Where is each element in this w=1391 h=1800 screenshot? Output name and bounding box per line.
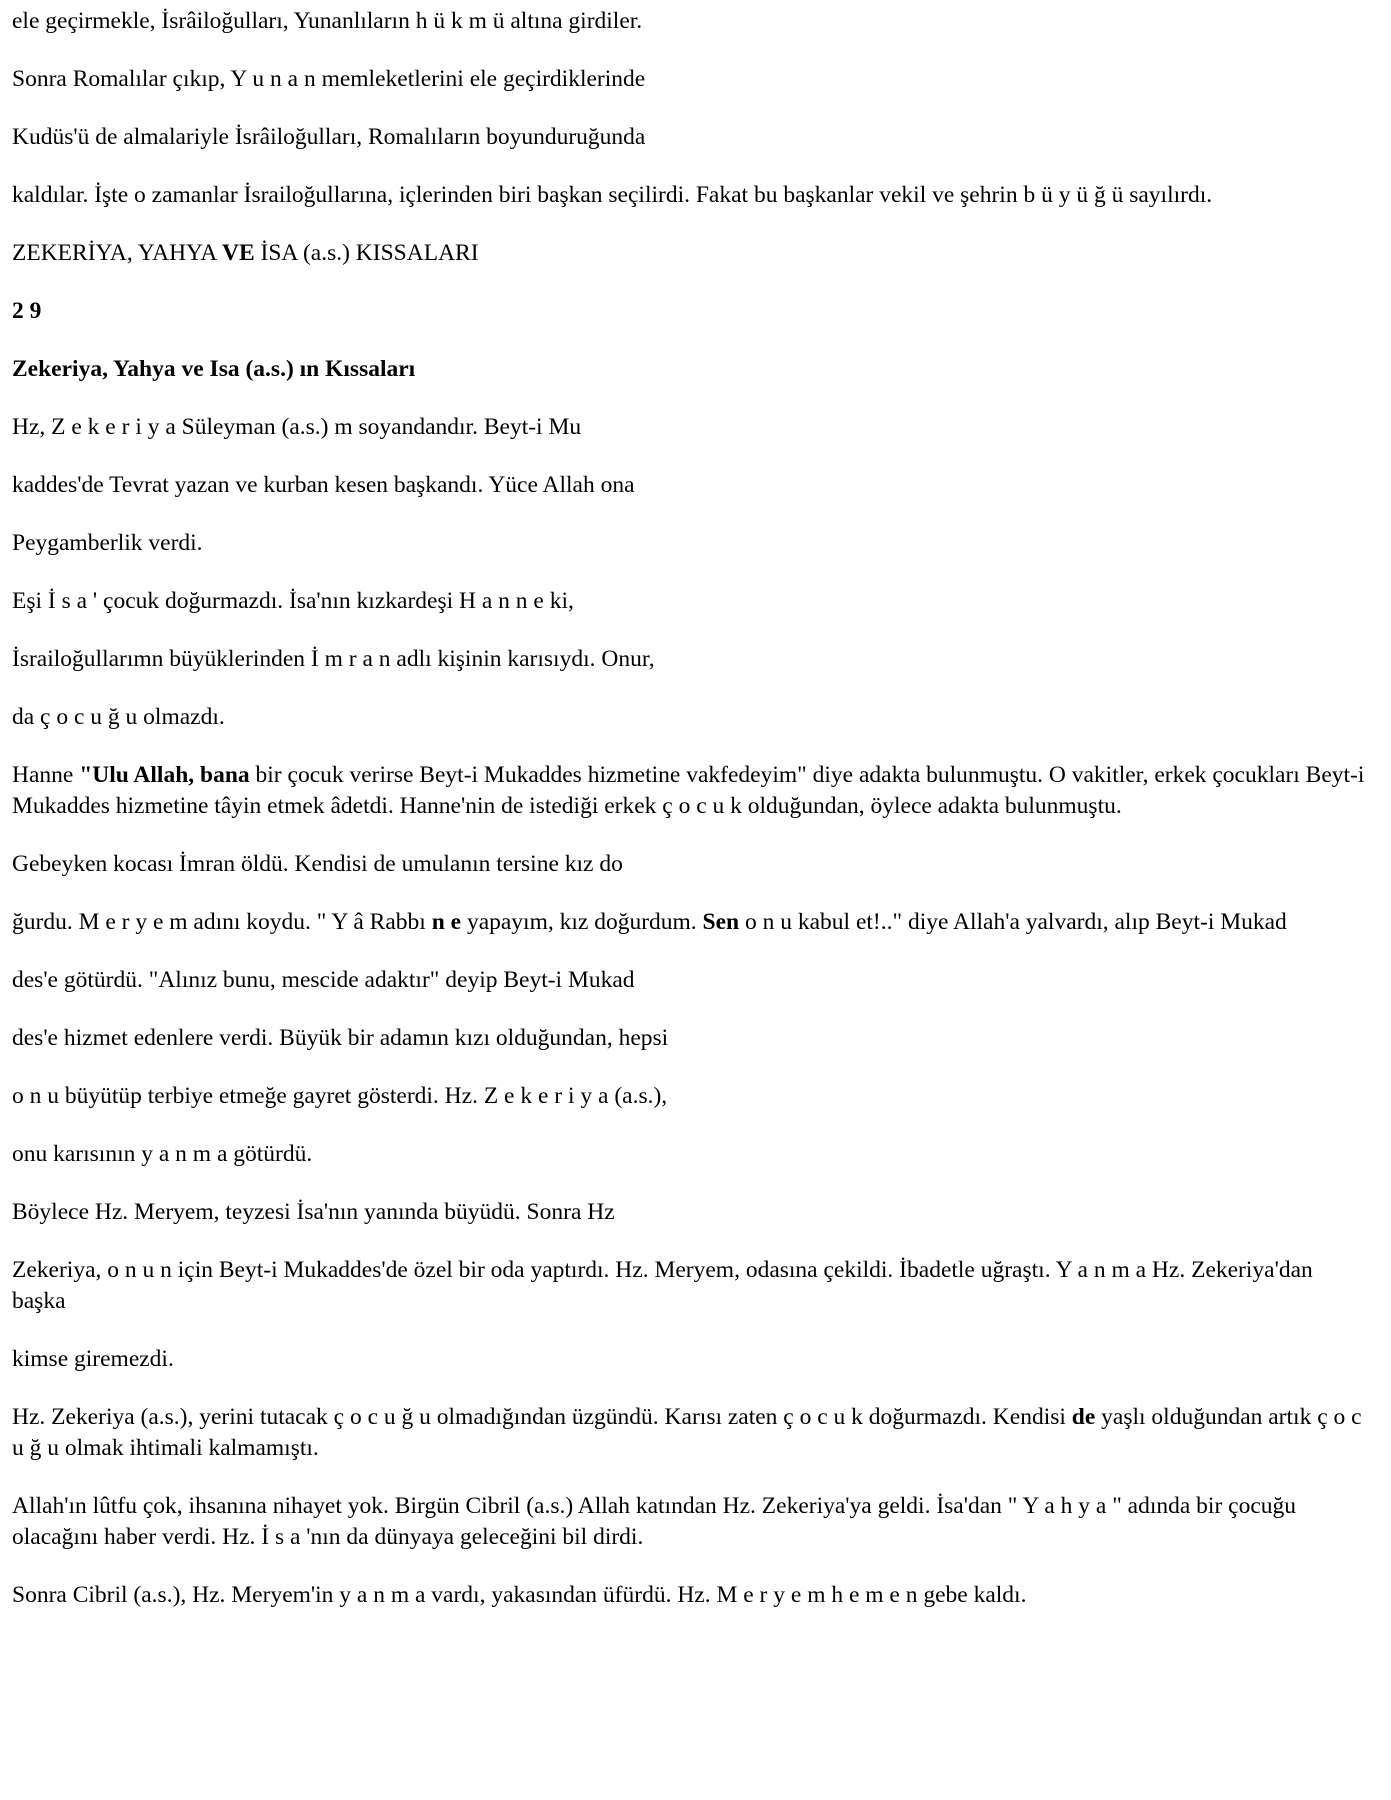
bold-text: 2 9	[12, 298, 42, 324]
para-line	[12, 122, 1372, 153]
text-run: o n u kabul et!.." diye Allah'a yalvardı, alıp Beyt-i Mukad	[739, 909, 1287, 935]
text-run: da ç o c u ğ u olmazdı.	[12, 704, 225, 730]
text-run: İsrailoğullarımn büyüklerinden İ m r a n adlı kişinin karısıydı. Onur,	[12, 646, 655, 672]
text-run: ele geçirmekle, İsrâiloğulları, Yunanlıların h ü k m ü altına girdiler.	[12, 8, 643, 34]
text-run: kaldılar. İşte o zamanlar İsrailoğullarına, içlerinden biri başkan seçilirdi. Fakat bu başkanlar vekil ve şehrin b ü y ü ğ ü sayılırdı.	[12, 182, 1213, 208]
para-line	[12, 1139, 1372, 1170]
text-run: İSA (a.s.) KISSALARI	[254, 240, 479, 266]
text-run: Kudüs'ü de almalariyle İsrâiloğulları, Romalıların boyunduruğunda	[12, 124, 646, 150]
bold-text: VE	[221, 240, 255, 266]
para-line	[12, 528, 1372, 559]
para-line	[12, 760, 1372, 822]
para-line	[12, 1197, 1372, 1228]
text-run: des'e hizmet edenlere verdi. Büyük bir adamın kızı olduğundan, hepsi	[12, 1025, 669, 1051]
text-run: Peygamberlik verdi.	[12, 530, 203, 556]
text-run: kimse giremezdi.	[12, 1346, 174, 1372]
text-run: Allah'ın lûtfu çok, ihsanına nihayet yok. Birgün Cibril (a.s.) Allah katından Hz. Zekeriya'ya geldi. İsa'dan " Y a h y a " adında bir çocuğu olacağını haber verdi. Hz. İ s a 'nın da dünyaya geleceğini bil dirdi.	[12, 1493, 1297, 1550]
text-run: Zekeriya, o n u n için Beyt-i Mukaddes'de özel bir oda yaptırdı. Hz. Meryem, odasına çekildi. İbadetle uğraştı. Y a n m a Hz. Zekeriya'dan başka	[12, 1257, 1313, 1314]
text-run: Gebeyken kocası İmran öldü. Kendisi de umulanın tersine kız do	[12, 851, 623, 877]
text-run: des'e götürdü. "Alınız bunu, mescide adaktır" deyip Beyt-i Mukad	[12, 967, 635, 993]
bold-text: Zekeriya, Yahya ve Isa (a.s.) ın Kıssaları	[12, 356, 416, 382]
para-line	[12, 470, 1372, 501]
para-line	[12, 1081, 1372, 1112]
text-run: yapayım, kız doğurdum.	[461, 909, 703, 935]
para-line	[12, 849, 1372, 880]
page-number	[12, 296, 1372, 327]
para-line	[12, 1491, 1372, 1553]
section-heading	[12, 238, 1372, 269]
document-body	[12, 6, 1372, 1638]
text-run: ğurdu. M e r y e m adını koydu. " Y â Rabbı	[12, 909, 432, 935]
para-line	[12, 907, 1372, 938]
bold-text: Sen	[702, 909, 740, 935]
para-line	[12, 1344, 1372, 1375]
para-line	[12, 180, 1372, 211]
text-run: Böylece Hz. Meryem, teyzesi İsa'nın yanında büyüdü. Sonra Hz	[12, 1199, 615, 1225]
para-line	[12, 1023, 1372, 1054]
text-run: Sonra Romalılar çıkıp, Y u n a n memleketlerini ele geçirdiklerinde	[12, 66, 646, 92]
para-line	[12, 644, 1372, 675]
para-line	[12, 1255, 1372, 1317]
text-run: o n u büyütüp terbiye etmeğe gayret gösterdi. Hz. Z e k e r i y a (a.s.),	[12, 1083, 668, 1109]
text-run: yaşlı olduğundan artık ç o c u ğ u olmak ihtimali kalmamıştı.	[12, 1404, 1362, 1461]
chapter-title	[12, 354, 1372, 385]
text-run: kaddes'de Tevrat yazan ve kurban kesen başkandı. Yüce Allah ona	[12, 472, 635, 498]
text-run: Hz, Z e k e r i y a Süleyman (a.s.) m soyandandır. Beyt-i Mu	[12, 414, 582, 440]
para-line	[12, 64, 1372, 95]
para-line	[12, 1580, 1372, 1611]
para-line	[12, 6, 1372, 37]
bold-text: de	[1071, 1404, 1096, 1430]
text-run: Sonra Cibril (a.s.), Hz. Meryem'in y a n m a vardı, yakasından üfürdü. Hz. M e r y e m h e m e n gebe kaldı.	[12, 1582, 1027, 1608]
bold-text: n e	[431, 909, 462, 935]
para-line	[12, 702, 1372, 733]
para-line	[12, 586, 1372, 617]
text-run: Eşi İ s a ' çocuk doğurmazdı. İsa'nın kızkardeşi H a n n e ki,	[12, 588, 574, 614]
text-run: Hz. Zekeriya (a.s.), yerini tutacak ç o c u ğ u olmadığından üzgündü. Karısı zaten ç o c u k doğurmazdı. Kendisi	[12, 1404, 1072, 1430]
bold-text: "Ulu Allah, bana	[79, 762, 250, 788]
text-run: ZEKERİYA, YAHYA	[12, 240, 222, 266]
para-line	[12, 1402, 1372, 1464]
text-run: bir çocuk verirse Beyt-i Mukaddes hizmetine vakfedeyim" diye adakta bulunmuştu. O vakitler, erkek çocukları Beyt-i Mukaddes hizmetine tâyin etmek âdetdi. Hanne'nin de istediği erkek ç o c u k olduğundan, öylece adakta bulunmuştu.	[12, 762, 1365, 819]
text-run: Hanne	[12, 762, 80, 788]
para-line	[12, 965, 1372, 996]
para-line	[12, 412, 1372, 443]
text-run: onu karısının y a n m a götürdü.	[12, 1141, 313, 1167]
